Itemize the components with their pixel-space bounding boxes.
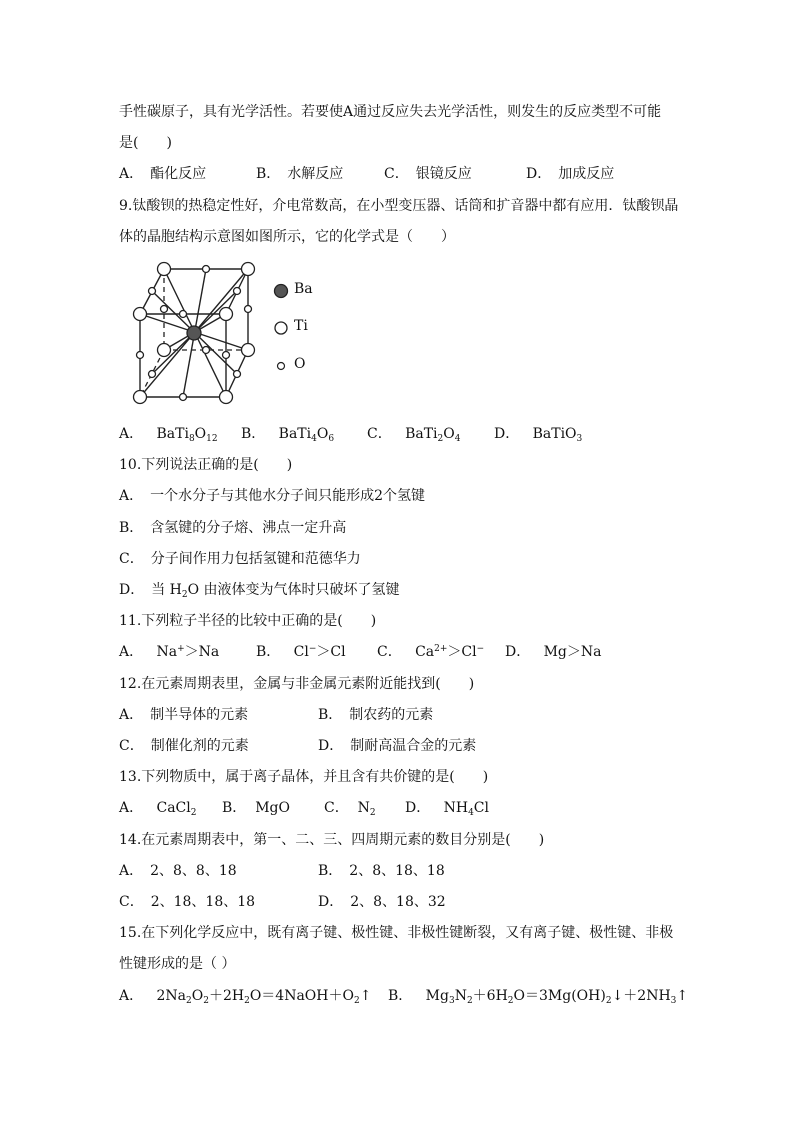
q11-option-d: D． Mg＞Na xyxy=(505,644,602,660)
q10-option-d: D． 当 $H_2O$ 由液体变为气体时只破坏了氢键 xyxy=(119,582,400,600)
q9-stem-line1: 9.钛酸钡的热稳定性好，介电常数高，在小型变压器、话筒和扩音器中都有应用．钛酸钡晶 xyxy=(119,198,679,214)
q8-option-b: B． 水解反应 xyxy=(256,166,344,182)
q10-option-b: B． 含氢键的分子熔、沸点一定升高 xyxy=(119,520,347,536)
q13-stem: 13.下列物质中，属于离子晶体，并且含有共价键的是( ) xyxy=(119,769,489,785)
q12-option-c: C． 制催化剂的元素 xyxy=(119,738,249,754)
q13-option-c: C． $N_2$ xyxy=(324,800,376,818)
q10-option-c: C． 分子间作用力包括氢键和范德华力 xyxy=(119,551,361,567)
q9-stem-line2: 体的晶胞结构示意图如图所示，它的化学式是（ ） xyxy=(119,229,455,245)
q8-stem-line1: 手性碳原子，具有光学活性。若要使A通过反应失去光学活性，则发生的反应类型不可能 xyxy=(119,104,662,120)
q12-option-a: A． 制半导体的元素 xyxy=(119,707,249,723)
q14-option-a: A． 2、8、8、18 xyxy=(119,863,237,879)
q8-option-d: D． 加成反应 xyxy=(526,166,615,182)
q14-option-b: B． 2、8、18、18 xyxy=(318,863,445,879)
q12-option-b: B． 制农药的元素 xyxy=(318,707,434,723)
o-legend-label: O xyxy=(294,356,306,372)
q9-option-d: D． BaTiO$_3$ xyxy=(494,426,583,444)
ba-legend-label: Ba xyxy=(294,281,313,297)
q14-option-d: D． 2、8、18、32 xyxy=(318,894,446,910)
q14-stem: 14.在元素周期表中，第一、二、三、四周期元素的数目分别是( ) xyxy=(119,832,545,848)
q15-stem-line2: 性键形成的是（ ） xyxy=(119,956,236,972)
q8-option-a: A． 酯化反应 xyxy=(119,166,207,182)
q9-option-b: B． $BaTi_4O_6$ xyxy=(241,426,335,444)
q8-option-c: C． 银镜反应 xyxy=(384,166,472,182)
q13-option-d: D． $NH_4Cl$ xyxy=(405,800,489,818)
q9-option-c: C． $BaTi_2O_4$ xyxy=(367,426,461,444)
ti-legend-label: Ti xyxy=(294,318,308,334)
q14-option-c: C． 2、18、18、18 xyxy=(119,894,256,910)
q9-option-a: A． $BaTi_8O_{12}$ xyxy=(119,426,218,444)
q15-option-a: A． $2Na_2O_2+2H_2O=4NaOH+O_2↑$ xyxy=(119,988,372,1006)
crystal-cell-figure xyxy=(122,257,262,407)
q15-stem-line1: 15.在下列化学反应中，既有离子键、极性键、非极性键断裂，又有离子键、极性键、非极 xyxy=(119,925,674,941)
q11-option-b: B． Cl−＞Cl xyxy=(256,644,346,660)
q11-stem: 11.下列粒子半径的比较中正确的是( ) xyxy=(119,613,377,629)
q8-stem-line2: 是( ) xyxy=(119,135,172,151)
q13-option-a: A． CaCl$_2$ xyxy=(119,800,197,818)
ti-legend-marker xyxy=(273,320,289,336)
q12-stem: 12.在元素周期表里，金属与非金属元素附近能找到( ) xyxy=(119,676,475,692)
q13-option-b: B． MgO xyxy=(222,800,290,816)
o-legend-marker xyxy=(276,361,286,371)
q10-option-a: A． 一个水分子与其他水分子间只能形成2个氢键 xyxy=(119,488,426,504)
q10-stem: 10.下列说法正确的是( ) xyxy=(119,457,293,473)
q15-option-b: B． $Mg_3N_2+6H_2O=3Mg(OH)_2↓+2NH_3↑$ xyxy=(388,988,689,1006)
q11-option-a: A． Na+＞Na xyxy=(119,644,220,660)
q12-option-d: D． 制耐高温合金的元素 xyxy=(318,738,477,754)
ba-legend-marker xyxy=(273,283,289,299)
q11-option-c: C． $Ca^{2+}>Cl^-$ xyxy=(377,644,485,660)
